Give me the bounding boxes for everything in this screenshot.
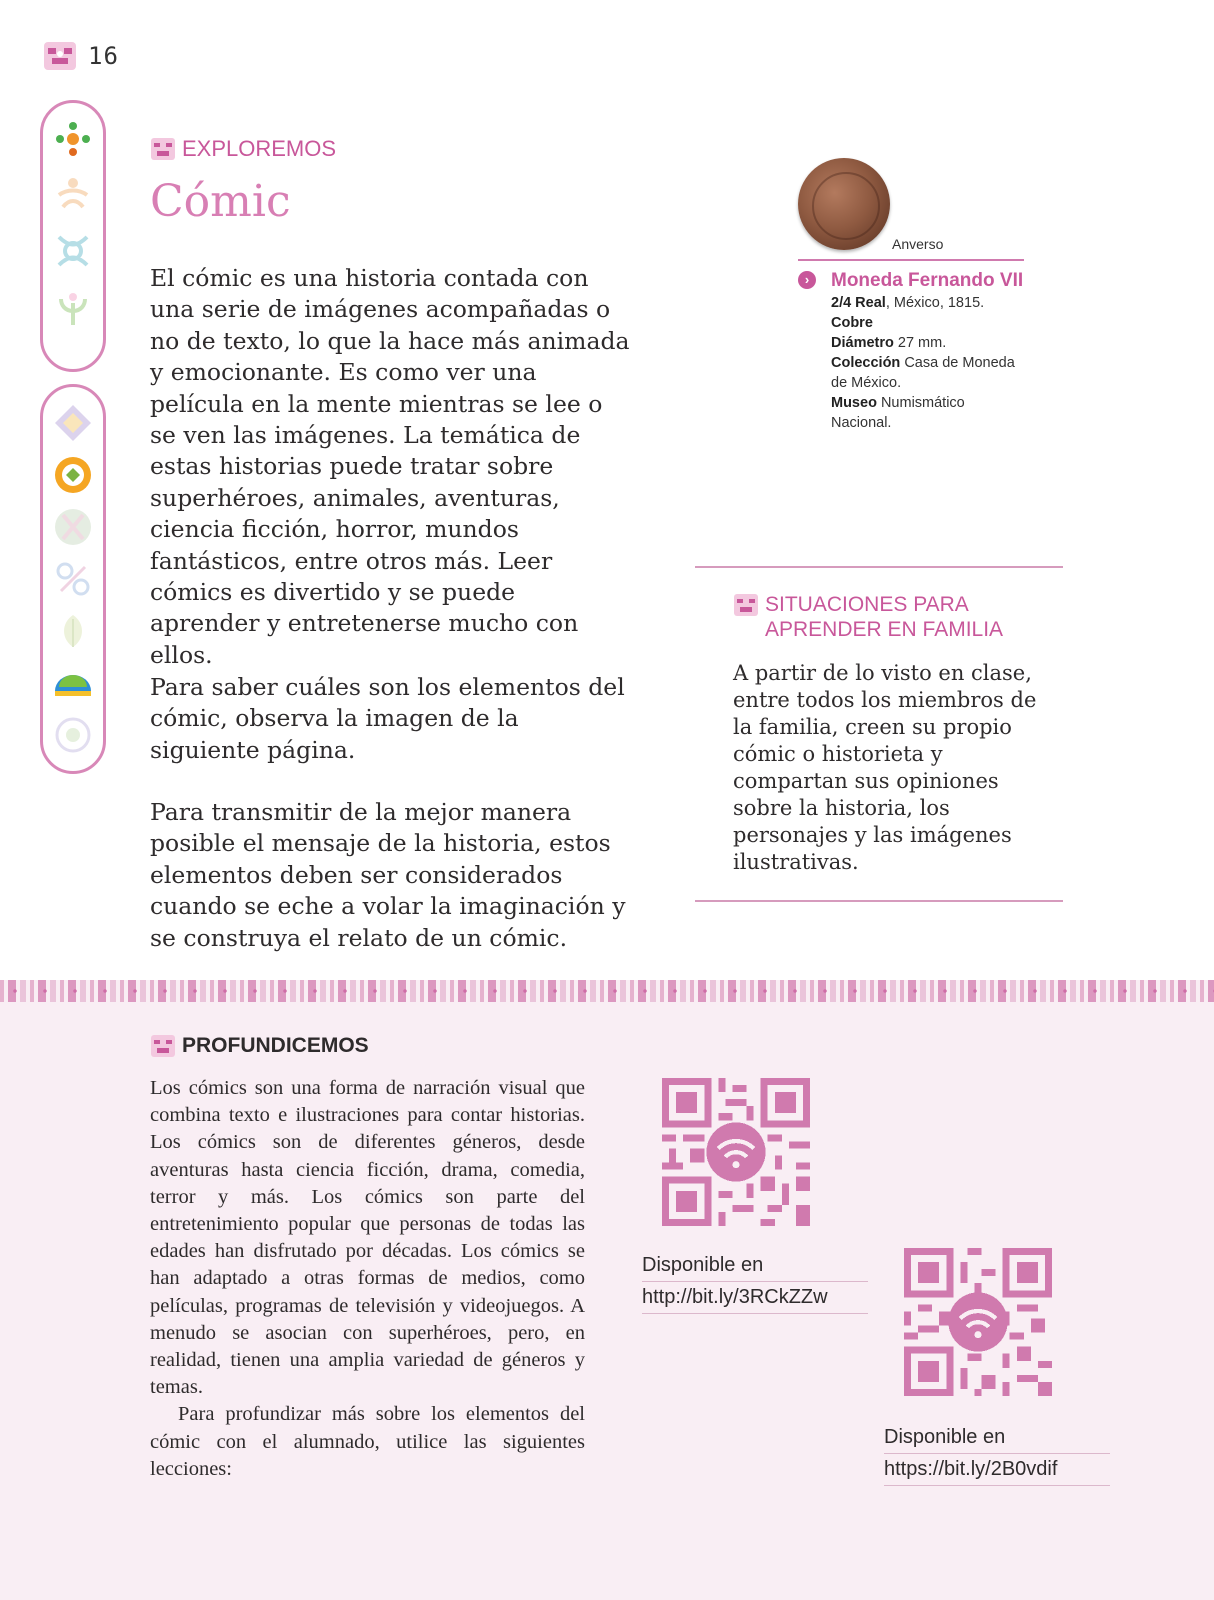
- message-paragraph: Para transmitir de la mejor manera posible el mensaje de la historia, estos elementos deben ser considerados cuando se eche a volar la imaginación y se construya el relato de un cómic.: [150, 798, 626, 952]
- glyph-icon: [150, 1033, 176, 1059]
- subject-rail-bottom: [40, 384, 106, 774]
- link-block-2: [884, 1422, 1110, 1486]
- people-icon: [51, 173, 95, 217]
- coin-material: Cobre: [831, 315, 873, 331]
- flower-icon: [51, 117, 95, 161]
- deepen-heading: [150, 1033, 369, 1059]
- coin-caption: Anverso: [892, 236, 944, 252]
- deepen-paragraph-1: Los cómics son una forma de narración visual que combina texto e ilustraciones para contar historias. Los cómics son de diferentes géneros, desde aventuras hasta ciencia ficción, drama, comedia, terror y más. Los cómics son parte del entretenimiento popular que personas de todas las edades han disfrutado por décadas. Los cómics se han adaptado a otras formas de medios, como películas, programas de televisión y videojuegos. A menudo se asocian con superhéroes, pero, en realidad, tienen una amplia variedad de géneros y temas.: [150, 1077, 585, 1399]
- family-heading: [733, 592, 1015, 642]
- glyph-icon: [733, 592, 759, 618]
- coin-diameter-value: 27 mm.: [893, 335, 947, 351]
- coin-image: [798, 158, 890, 250]
- coin-value-label: 2/4 Real: [831, 295, 886, 311]
- coin-info: [798, 268, 1028, 433]
- leaf-icon: [51, 609, 95, 653]
- deepen-label: PROFUNDICEMOS: [182, 1034, 369, 1057]
- page-number-group: [42, 38, 119, 74]
- globe-icon: [51, 661, 95, 705]
- page-number: 16: [88, 42, 119, 70]
- coin-museum-value: Numismático Nacional.: [831, 395, 965, 431]
- link-1-label: Disponible en: [642, 1250, 868, 1282]
- deepen-paragraph-2: Para profundizar más sobre los elementos del cómic con el alumnado, utilice las siguientes lecciones:: [150, 1403, 585, 1480]
- hourglass-icon: [51, 505, 95, 549]
- explore-label: EXPLOREMOS: [182, 136, 337, 161]
- coin-value-text: , México, 1815.: [885, 295, 985, 311]
- link-block-1: [642, 1250, 868, 1314]
- glyph-icon: [150, 136, 176, 162]
- link-1-url[interactable]: http://bit.ly/3RCkZZw: [642, 1282, 868, 1314]
- qr-code-icon[interactable]: [662, 1078, 810, 1226]
- coin-name: Moneda Fernando VII: [831, 270, 1024, 291]
- elements-paragraph: Para saber cuáles son los elementos del cómic, observa la imagen de la siguiente página.: [150, 673, 625, 764]
- coin-museum-label: Museo: [831, 395, 877, 411]
- coin-collection-value: Casa de Moneda de México.: [831, 355, 1015, 391]
- knot-icon: [51, 229, 95, 273]
- glyph-icon: [42, 38, 78, 74]
- subject-rail-top: [40, 100, 106, 372]
- family-text: A partir de lo visto en clase, entre todos los miembros de la familia, creen su propio cómic o historieta y compartan sus opiniones sobre la historia, los personajes y las imágenes ilustrativas.: [733, 661, 1037, 874]
- target-icon: [51, 453, 95, 497]
- coin-details: [831, 293, 1028, 433]
- explore-heading: [150, 136, 336, 162]
- coin-card: [798, 158, 1024, 431]
- coin-divider: [798, 259, 1024, 261]
- page-title: Cómic: [150, 176, 291, 227]
- percent-icon: [51, 557, 95, 601]
- family-situations-box: [695, 566, 1063, 902]
- plant-icon: [51, 285, 95, 329]
- coin-diameter-label: Diámetro: [831, 335, 894, 351]
- decorative-border: [0, 980, 1214, 1002]
- qr-code-icon[interactable]: [904, 1248, 1052, 1396]
- chevron-right-icon: ›: [798, 271, 816, 289]
- diamond-icon: [51, 401, 95, 445]
- coin-collection-label: Colección: [831, 355, 901, 371]
- family-heading-text: SITUACIONES PARA APRENDER EN FAMILIA: [765, 593, 1004, 641]
- link-2-url[interactable]: https://bit.ly/2B0vdif: [884, 1454, 1110, 1486]
- link-2-label: Disponible en: [884, 1422, 1110, 1454]
- circle-icon: [51, 713, 95, 757]
- intro-paragraph: El cómic es una historia contada con una serie de imágenes acompañadas o no de texto, lo que la hace más animada y emocionante. Es como ver una película en la mente mientras se lee o se ven las imágenes. La temática de estas historias puede tratar sobre superhéroes, animales, aventuras, ciencia ficción, horror, mundos fantásticos, entre otros más. Leer cómics es divertido y se puede aprender y entretenerse mucho con ellos.: [150, 264, 630, 669]
- deepen-text: [150, 1075, 585, 1483]
